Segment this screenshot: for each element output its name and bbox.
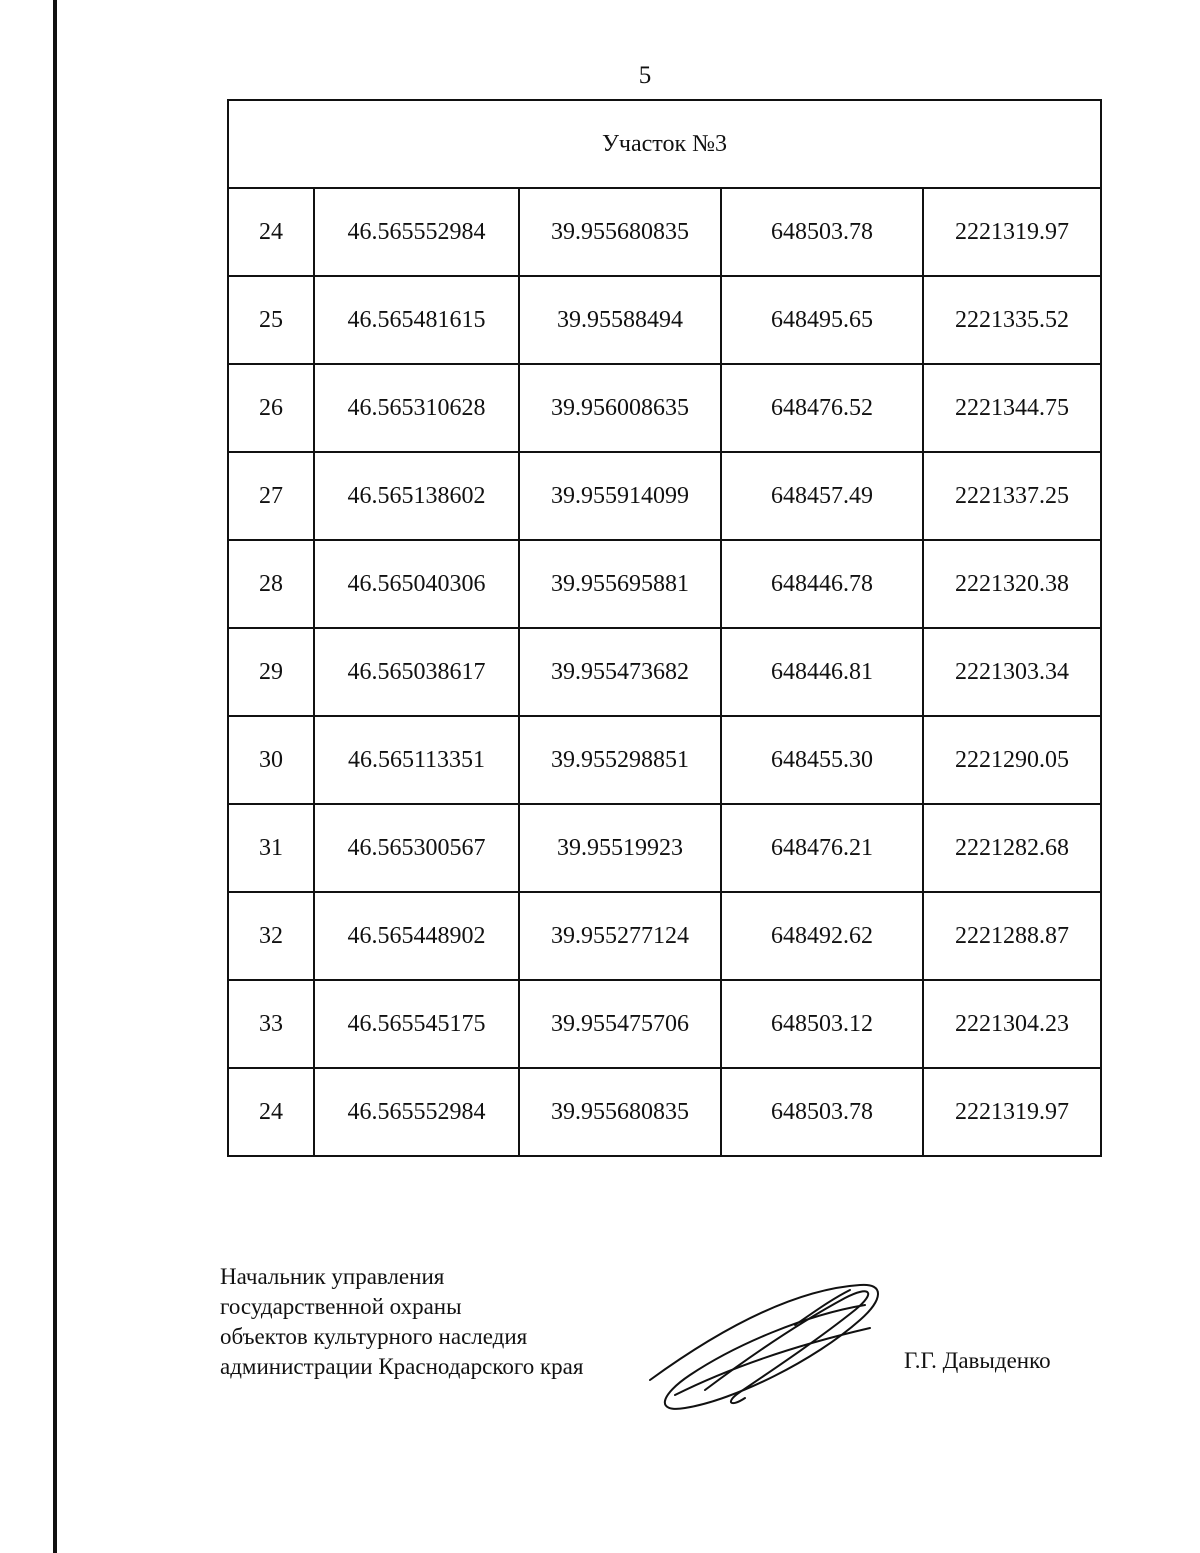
y-coordinate-cell: 2221304.23 <box>923 980 1101 1068</box>
y-coordinate-cell: 2221282.68 <box>923 804 1101 892</box>
position-line: администрации Краснодарского края <box>220 1354 584 1379</box>
x-coordinate-cell: 648476.21 <box>721 804 923 892</box>
latitude-cell: 46.565481615 <box>314 276 519 364</box>
point-number-cell: 29 <box>228 628 314 716</box>
table-row <box>228 188 1101 276</box>
longitude-cell: 39.95588494 <box>519 276 721 364</box>
longitude-cell: 39.955473682 <box>519 628 721 716</box>
latitude-cell: 46.565448902 <box>314 892 519 980</box>
x-coordinate-cell: 648446.78 <box>721 540 923 628</box>
table-row <box>228 628 1101 716</box>
point-number-cell: 33 <box>228 980 314 1068</box>
point-number-cell: 24 <box>228 1068 314 1156</box>
point-number-cell: 24 <box>228 188 314 276</box>
y-coordinate-cell: 2221290.05 <box>923 716 1101 804</box>
longitude-cell: 39.955298851 <box>519 716 721 804</box>
position-line: объектов культурного наследия <box>220 1324 528 1349</box>
longitude-cell: 39.955914099 <box>519 452 721 540</box>
position-line: Начальник управления <box>220 1264 445 1289</box>
table-row <box>228 892 1101 980</box>
y-coordinate-cell: 2221335.52 <box>923 276 1101 364</box>
coordinates-table <box>227 99 1102 1157</box>
x-coordinate-cell: 648476.52 <box>721 364 923 452</box>
longitude-cell: 39.955277124 <box>519 892 721 980</box>
latitude-cell: 46.565038617 <box>314 628 519 716</box>
longitude-cell: 39.956008635 <box>519 364 721 452</box>
point-number-cell: 26 <box>228 364 314 452</box>
table-row <box>228 452 1101 540</box>
longitude-cell: 39.955680835 <box>519 1068 721 1156</box>
table-row <box>228 980 1101 1068</box>
page-number: 5 <box>638 62 652 89</box>
section-title: Участок №3 <box>228 100 1101 188</box>
x-coordinate-cell: 648446.81 <box>721 628 923 716</box>
latitude-cell: 46.565113351 <box>314 716 519 804</box>
x-coordinate-cell: 648503.12 <box>721 980 923 1068</box>
point-number-cell: 27 <box>228 452 314 540</box>
table-row <box>228 276 1101 364</box>
y-coordinate-cell: 2221288.87 <box>923 892 1101 980</box>
table-row <box>228 716 1101 804</box>
y-coordinate-cell: 2221344.75 <box>923 364 1101 452</box>
point-number-cell: 31 <box>228 804 314 892</box>
y-coordinate-cell: 2221319.97 <box>923 1068 1101 1156</box>
y-coordinate-cell: 2221337.25 <box>923 452 1101 540</box>
point-number-cell: 30 <box>228 716 314 804</box>
x-coordinate-cell: 648457.49 <box>721 452 923 540</box>
y-coordinate-cell: 2221320.38 <box>923 540 1101 628</box>
position-line: государственной охраны <box>220 1294 462 1319</box>
point-number-cell: 32 <box>228 892 314 980</box>
x-coordinate-cell: 648495.65 <box>721 276 923 364</box>
latitude-cell: 46.565552984 <box>314 188 519 276</box>
longitude-cell: 39.95519923 <box>519 804 721 892</box>
longitude-cell: 39.955695881 <box>519 540 721 628</box>
latitude-cell: 46.565300567 <box>314 804 519 892</box>
x-coordinate-cell: 648492.62 <box>721 892 923 980</box>
table-row <box>228 540 1101 628</box>
latitude-cell: 46.565138602 <box>314 452 519 540</box>
section-header-row <box>228 100 1101 188</box>
latitude-cell: 46.565310628 <box>314 364 519 452</box>
longitude-cell: 39.955680835 <box>519 188 721 276</box>
x-coordinate-cell: 648503.78 <box>721 1068 923 1156</box>
x-coordinate-cell: 648503.78 <box>721 188 923 276</box>
latitude-cell: 46.565545175 <box>314 980 519 1068</box>
handwritten-signature <box>645 1280 890 1415</box>
table-row <box>228 1068 1101 1156</box>
x-coordinate-cell: 648455.30 <box>721 716 923 804</box>
latitude-cell: 46.565040306 <box>314 540 519 628</box>
point-number-cell: 25 <box>228 276 314 364</box>
longitude-cell: 39.955475706 <box>519 980 721 1068</box>
table-row <box>228 804 1101 892</box>
latitude-cell: 46.565552984 <box>314 1068 519 1156</box>
scan-left-edge-line <box>53 0 57 1553</box>
y-coordinate-cell: 2221303.34 <box>923 628 1101 716</box>
point-number-cell: 28 <box>228 540 314 628</box>
y-coordinate-cell: 2221319.97 <box>923 188 1101 276</box>
signer-name: Г.Г. Давыденко <box>904 1348 1051 1373</box>
signatory-position <box>220 1262 583 1382</box>
table-row <box>228 364 1101 452</box>
